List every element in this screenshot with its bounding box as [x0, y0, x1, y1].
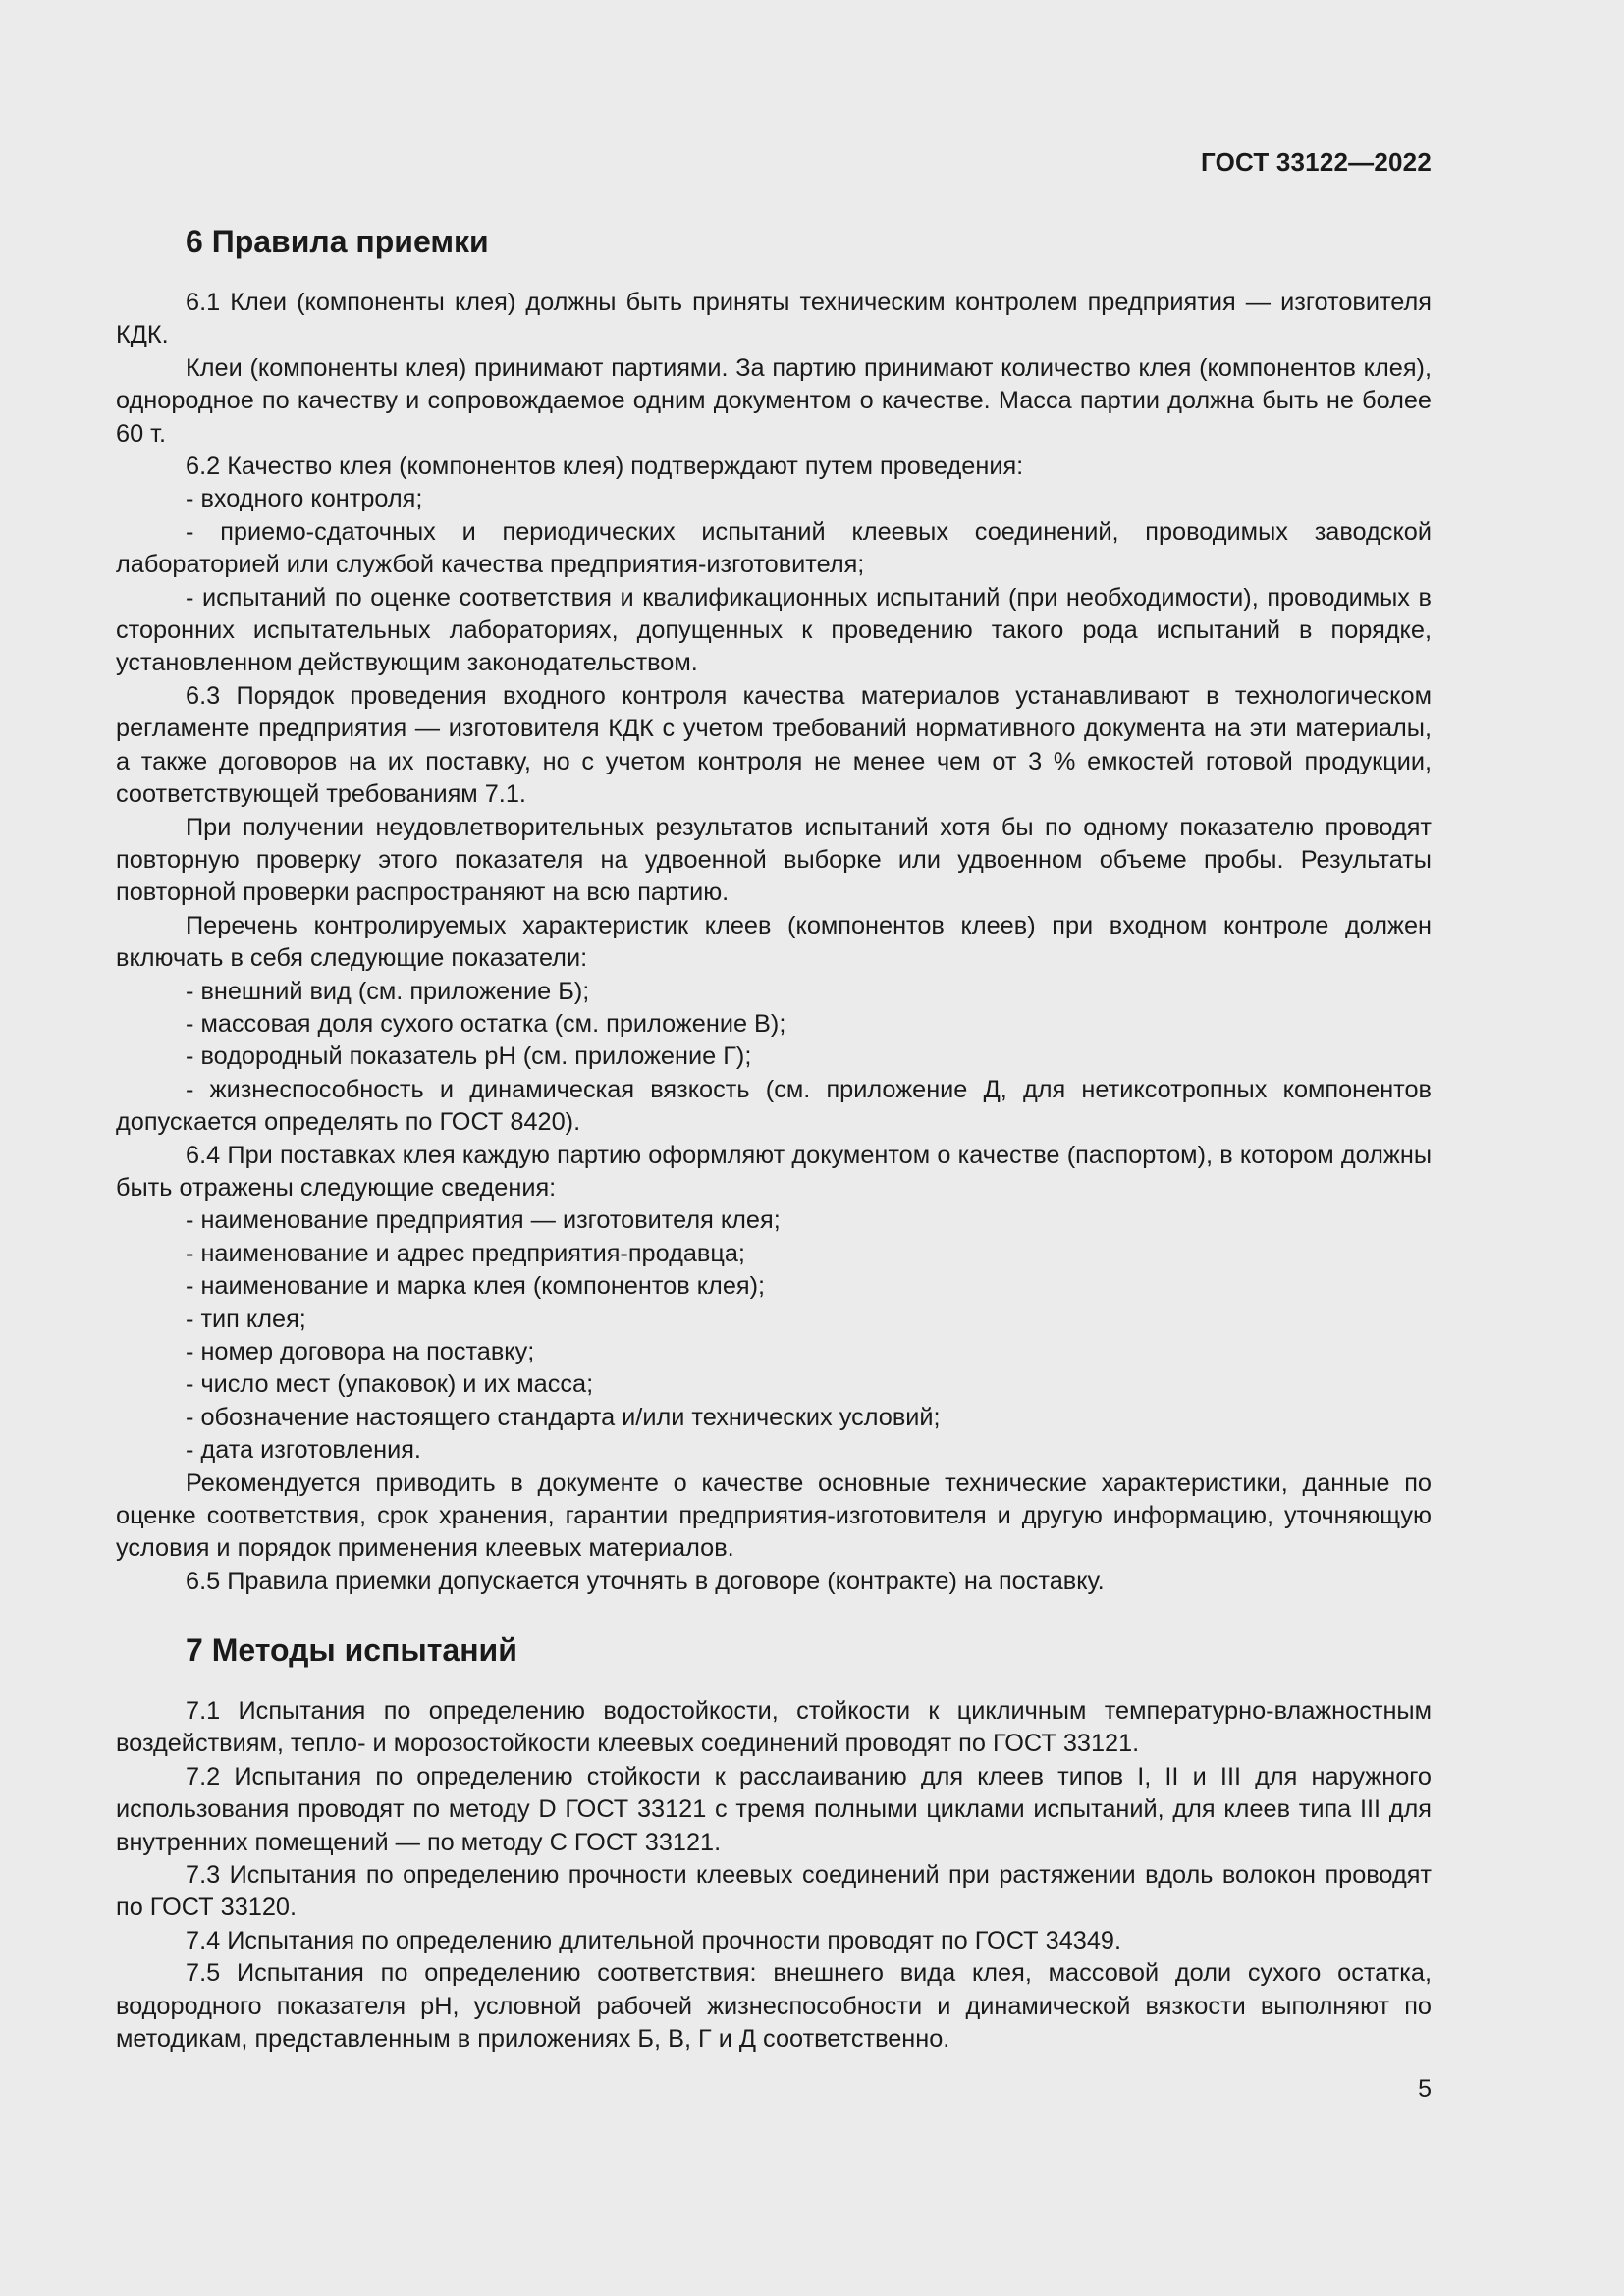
list-item: - испытаний по оценке соответствия и квалификационных испытаний (при необходимости), проводимых в сторонних испытательных лабораториях, допущенных к проведению такого рода испытаний в порядке, установленном действующим законодательством. — [116, 583, 1432, 677]
list-item: - входного контроля; — [186, 485, 423, 513]
paragraph-7-5: 7.5 Испытания по определению соответствия: внешнего вида клея, массовой доли сухого остатка, водородного показателя рН, условной рабочей жизнеспособности и динамической вязкости выполняют по методикам, представленным в приложениях Б, В, Г и Д соответственно. — [116, 1959, 1432, 2054]
list-item: - водородный показатель рН (см. приложение Г); — [186, 1042, 752, 1071]
page-number: 5 — [1418, 2075, 1432, 2103]
paragraph-7-1: 7.1 Испытания по определению водостойкости, стойкости к цикличным температурно-влажностным воздействиям, тепло- и морозостойкости клеевых соединений проводят по ГОСТ 33121. — [116, 1697, 1432, 1758]
paragraph-6-1-batch: Клеи (компоненты клея) принимают партиями. За партию принимают количество клея (компонентов клея), однородное по качеству и сопровождаемое одним документом о качестве. Масса партии должна быть не более 60 т. — [116, 353, 1432, 448]
list-item: - наименование и адрес предприятия-продавца; — [186, 1239, 745, 1267]
paragraph-6-5: 6.5 Правила приемки допускается уточнять в договоре (контракте) на поставку. — [186, 1567, 1105, 1595]
list-item: - тип клея; — [186, 1305, 306, 1333]
paragraph-7-4: 7.4 Испытания по определению длительной прочности проводят по ГОСТ 34349. — [186, 1926, 1121, 1954]
section-6-body — [116, 287, 1432, 1598]
section-7-title: 7 Методы испытаний — [186, 1632, 517, 1668]
paragraph-7-3: 7.3 Испытания по определению прочности клеевых соединений при растяжении вдоль волокон проводят по ГОСТ 33120. — [116, 1861, 1432, 1922]
paragraph-6-4: 6.4 При поставках клея каждую партию оформляют документом о качестве (паспортом), в котором должны быть отражены следующие сведения: — [116, 1141, 1432, 1201]
paragraph-6-3-list-intro: Перечень контролируемых характеристик клеев (компонентов клеев) при входном контроле должен включать в себя следующие показатели: — [116, 911, 1432, 973]
paragraph-6-1: 6.1 Клеи (компоненты клея) должны быть приняты техническим контролем предприятия — изготовителя КДК. — [116, 289, 1432, 349]
paragraph-6-4-recommend: Рекомендуется приводить в документе о качестве основные технические характеристики, данные по оценке соответствия, срок хранения, гарантии предприятия-изготовителя и другую информацию, уточняющую условия и порядок применения клеевых материалов. — [116, 1468, 1432, 1563]
paragraph-6-3-retest: При получении неудовлетворительных результатов испытаний хотя бы по одному показателю проводят повторную проверку этого показателя на удвоенной выборке или удвоенном объеме пробы. Результаты повторной проверки распространяют на всю партию. — [116, 813, 1432, 907]
list-item: - внешний вид (см. приложение Б); — [186, 977, 590, 1005]
document-page — [116, 0, 1432, 2296]
list-item: - число мест (упаковок) и их масса; — [186, 1370, 594, 1399]
list-item: - приемо-сдаточных и периодических испытаний клеевых соединений, проводимых заводской лабораторией или службой качества предприятия-изготовителя; — [116, 517, 1432, 579]
paragraph-7-2: 7.2 Испытания по определению стойкости к расслаиванию для клеев типов I, II и III для наружного использования проводят по методу D ГОСТ 33121 с тремя полными циклами испытаний, для клеев типа III для внутренних помещений — по методу С ГОСТ 33121. — [116, 1762, 1432, 1856]
list-item: - массовая доля сухого остатка (см. приложение В); — [186, 1009, 786, 1038]
paragraph-6-2: 6.2 Качество клея (компонентов клея) подтверждают путем проведения: — [186, 453, 1024, 481]
paragraph-6-3: 6.3 Порядок проведения входного контроля качества материалов устанавливают в технологическом регламенте предприятия — изготовителя КДК с учетом требований нормативного документа на эти материалы, а также договоров на их поставку, но с учетом контроля не менее чем от 3 % емкостей готовой продукции, соответствующей требованиям 7.1. — [116, 681, 1432, 809]
list-item: - наименование предприятия — изготовителя клея; — [186, 1206, 781, 1235]
list-item: - дата изготовления. — [186, 1436, 421, 1465]
list-item: - жизнеспособность и динамическая вязкость (см. приложение Д, для нетиксотропных компонентов допускается определять по ГОСТ 8420). — [116, 1075, 1432, 1137]
section-6-title: 6 Правила приемки — [186, 224, 489, 259]
list-item: - номер договора на поставку; — [186, 1338, 535, 1365]
list-item: - обозначение настоящего стандарта и/или технических условий; — [186, 1403, 941, 1431]
section-7-body — [116, 1695, 1432, 2056]
list-item: - наименование и марка клея (компонентов клея); — [186, 1272, 766, 1301]
document-code-header: ГОСТ 33122—2022 — [1201, 147, 1432, 177]
